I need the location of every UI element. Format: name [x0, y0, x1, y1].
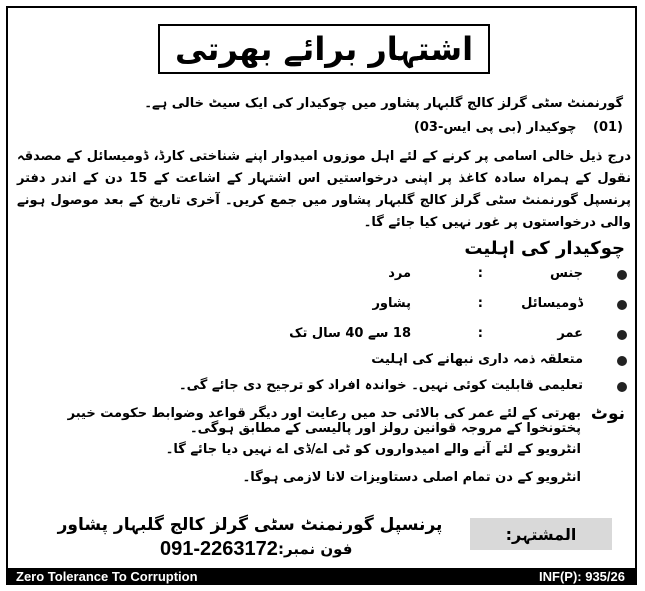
row-value: مرد	[388, 266, 411, 281]
eligibility-row-gender	[31, 266, 631, 288]
bullet-text: تعلیمی قابلیت کوئی نہیں۔ خواندہ افراد کو ترجیح دی جائے گی۔	[178, 378, 583, 393]
bullet-icon	[617, 300, 627, 310]
bullet-icon	[617, 356, 627, 366]
note-line-1: بھرتی کے لئے عمر کی بالائی حد میں رعایت اور دیگر قواعد وضوابط حکومت خیبر پختونخوا کے مروجہ قوانین رولز اور پالیسی کے مطابق ہوگی۔	[67, 406, 581, 436]
note-label: نوٹ	[590, 404, 625, 424]
bullet-text: متعلقہ ذمہ داری نبھانے کی اہلیت	[371, 352, 583, 367]
eligibility-heading: چوکیدار کی اہلیت	[464, 238, 625, 259]
post-number: (01)	[593, 120, 623, 135]
row-label: جنس	[549, 266, 583, 281]
bullet-icon	[617, 270, 627, 280]
row-value: پشاور	[372, 296, 411, 311]
post-line	[23, 120, 623, 135]
note-line-2: انٹرویو کے لئے آنے والے امیدواروں کو ٹی اے/ڈی اے نہیں دیا جائے گا۔	[165, 442, 581, 457]
ad-title: اشتہار برائے بھرتی	[158, 24, 490, 74]
principal-name: پرنسپل گورنمنٹ سٹی گرلز کالج گلبہار پشاور	[57, 515, 443, 535]
footer-bar	[8, 568, 635, 584]
row-colon: :	[477, 266, 483, 281]
eligibility-row-age	[31, 326, 631, 348]
row-label: عمر	[557, 326, 583, 341]
footer-ref: INF(P): 935/26	[539, 569, 625, 584]
eligibility-row-domicile	[31, 296, 631, 318]
advertiser-label: المشتہر:	[470, 518, 612, 550]
row-colon: :	[477, 296, 483, 311]
phone-number: 091-2263172	[160, 538, 278, 560]
instructions-paragraph: درج ذیل خالی اسامی پر کرنے کے لئے اہل موزوں امیدوار اپنے شناختی کارڈ، ڈومیسائل کے مصدقہ نقول کے ہمراہ سادہ کاغذ پر اپنی درخواستیں اس اشتہار کے اشاعت کے 15 دن کے اندر دفتر پرنسپل گورنمنٹ سٹی گرلز کالج گلبہار پشاور میں جمع کریں۔ آخری تاریخ کے بعد موصول ہونے والی درخواستوں پر غور نہیں کیا جائے گا۔	[17, 149, 631, 230]
bullet-icon	[617, 382, 627, 392]
row-value: 18 سے 40 سال تک	[289, 326, 411, 341]
post-name: چوکیدار (بی پی ایس-03)	[413, 120, 577, 135]
row-label: ڈومیسائل	[521, 296, 583, 311]
eligibility-bullet-education	[31, 378, 631, 400]
footer-slogan: Zero Tolerance To Corruption	[16, 569, 198, 584]
bullet-icon	[617, 330, 627, 340]
eligibility-bullet-duty	[31, 352, 631, 374]
note-line-3: انٹرویو کے دن تمام اصلی دستاویزات لانا لازمی ہوگا۔	[242, 470, 581, 485]
intro-text: گورنمنٹ سٹی گرلز کالج گلبہار پشاور میں چوکیدار کی ایک سیٹ خالی ہے۔	[144, 96, 623, 111]
phone-label: فون نمبر:	[278, 540, 353, 558]
row-colon: :	[477, 326, 483, 341]
